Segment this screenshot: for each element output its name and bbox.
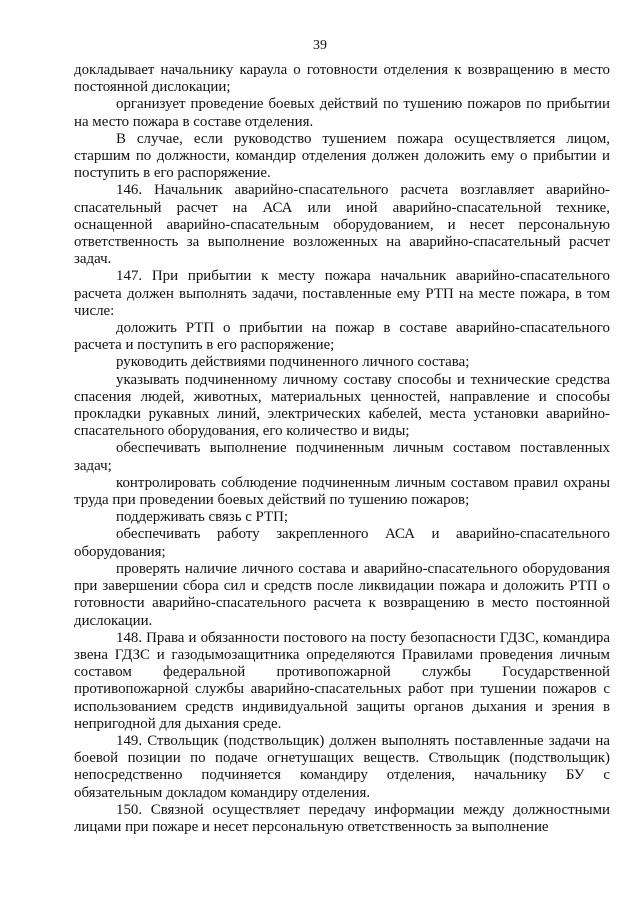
- paragraph: организует проведение боевых действий по тушению пожаров по прибытии на место пожара в составе отделения.: [74, 96, 610, 130]
- paragraph-146: 146. Начальник аварийно-спасательного расчета возглавляет аварийно-спасательный расчет на АСА или иной аварийно-спасательной технике, оснащенной аварийно-спасательным оборудованием, и несет персональную ответственность за выполнение возложенных на аварийно-спасательный расчет задач.: [74, 182, 610, 268]
- page-number: 39: [313, 38, 327, 53]
- paragraph: руководить действиями подчиненного личного состава;: [116, 354, 470, 371]
- paragraph: проверять наличие личного состава и аварийно-спасательного оборудования при завершении сбора сил и средств после ликвидации пожара и доложить РТП о готовности аварийно-спасательного расчета к возвращению в место постоянной дислокации.: [74, 560, 610, 629]
- paragraph-147: 147. При прибытии к месту пожара начальник аварийно-спасательного расчета должен выполнять задачи, поставленные ему РТП на месте пожара, в том числе:: [74, 268, 610, 319]
- paragraph: указывать подчиненному личному составу способы и технические средства спасения людей, животных, материальных ценностей, направление и способы прокладки рукавных линий, электрических кабелей, места установки аварийно-спасательного оборудования, его количество и виды;: [74, 371, 610, 440]
- paragraph-149: 149. Ствольщик (подствольщик) должен выполнять поставленные задачи на боевой позиции по подаче огнетушащих веществ. Ствольщик (подствольщик) непосредственно подчиняется командиру отделения, начальнику БУ с обязательным докладом командиру отделения.: [74, 732, 610, 801]
- paragraph: доложить РТП о прибытии на пожар в составе аварийно-спасательного расчета и поступить в его распоряжение;: [74, 320, 610, 354]
- paragraph: обеспечивать выполнение подчиненным личным составом поставленных задач;: [74, 440, 610, 474]
- paragraph: поддерживать связь с РТП;: [116, 509, 288, 526]
- page-body: [74, 62, 610, 836]
- paragraph-148: 148. Права и обязанности постового на посту безопасности ГДЗС, командира звена ГДЗС и газодымозащитника определяются Правилами проведения личным составом федеральной противопожарной службы Государственной противопожарной службы аварийно-спасательных работ при тушении пожаров с использованием средств индивидуальной защиты органов дыхания и зрения в непригодной для дыхания среде.: [74, 629, 610, 732]
- paragraph: В случае, если руководство тушением пожара осуществляется лицом, старшим по должности, командир отделения должен доложить ему о прибытии и поступить в его распоряжение.: [74, 130, 610, 182]
- paragraph: докладывает начальнику караула о готовности отделения к возвращению в место постоянной дислокации;: [74, 62, 610, 96]
- paragraph-150: 150. Связной осуществляет передачу информации между должностными лицами при пожаре и несет персональную ответственность за выполнение: [74, 801, 610, 835]
- paragraph: контролировать соблюдение подчиненным личным составом правил охраны труда при проведении боевых действий по тушению пожаров;: [74, 474, 610, 509]
- paragraph: обеспечивать работу закрепленного АСА и аварийно-спасательного оборудования;: [74, 526, 610, 560]
